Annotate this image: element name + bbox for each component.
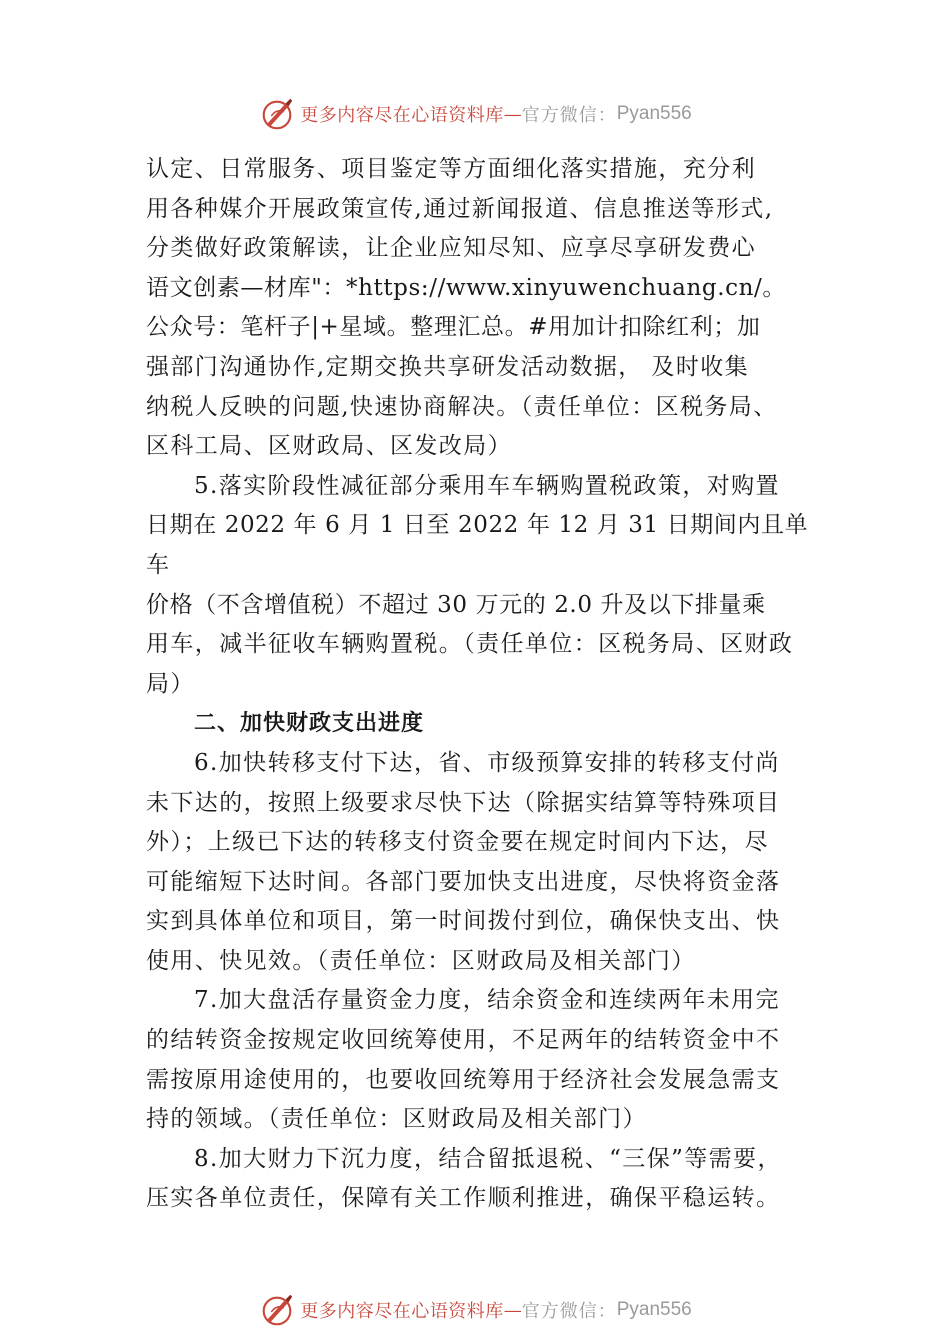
text-line: 强部门沟通协作,定期交换共享研发活动数据， 及时收集 [146,353,750,380]
text-line: 纳税人反映的问题,快速协商解决。（责任单位：区税务局、 [146,393,778,420]
text-line: 车 [146,551,171,578]
text-line: 语文创素—材库"：*https://www.xinyuwenchuang.cn/。 [146,274,786,301]
watermark-label: 官方微信： [521,1301,617,1322]
text-line: 区科工局、区财政局、区发改局） [146,433,512,460]
pen-logo-icon [258,1291,296,1329]
text-line: 5.落实阶段性减征部分乘用车车辆购置税政策，对购置 [194,472,780,499]
text-line: 局） [146,670,195,697]
section-heading: 二、加快财政支出进度 [194,711,425,737]
watermark-label: 官方微信： [521,105,617,126]
text-line: 用各种媒介开展政策宣传,通过新闻报道、信息推送等形式, [146,195,774,222]
text-line: 认定、日常服务、项目鉴定等方面细化落实措施，充分利 [146,156,756,182]
text-line: 使用、快见效。（责任单位：区财政局及相关部门） [146,947,696,974]
document-body [146,150,826,1219]
watermark-brand: 更多内容尽在心语资料库 [300,105,504,126]
watermark-brand: 更多内容尽在心语资料库 [300,1301,504,1322]
watermark-id: Pyan556 [616,103,692,124]
text-line: 可能缩短下达时间。各部门要加快支出进度，尽快将资金落 [146,868,781,895]
text-line: 日期在 2022 年 6 月 1 日至 2022 年 12 月 31 日期间内且单 [146,512,809,539]
text-line: 持的领域。（责任单位：区财政局及相关部门） [146,1106,647,1133]
text-line: 压实各单位责任，保障有关工作顺利推进，确保平稳运转。 [146,1185,781,1212]
text-line: 价格（不含增值税）不超过 30 万元的 2.0 升及以下排量乘 [146,591,766,618]
text-line: 外）；上级已下达的转移支付资金要在规定时间内下达，尽 [146,829,769,856]
watermark-separator: — [503,103,522,125]
text-line: 6.加快转移支付下达，省、市级预算安排的转移支付尚 [194,749,780,776]
text-line: 公众号：笔杆子|+星域。整理汇总。#用加计扣除红利；加 [146,314,761,341]
text-line: 7.加大盘活存量资金力度，结余资金和连续两年未用完 [194,987,780,1014]
text-line: 需按原用途使用的，也要收回统筹用于经济社会发展急需支 [146,1066,781,1093]
watermark-header [0,94,950,134]
text-line: 的结转资金按规定收回统筹使用，不足两年的结转资金中不 [146,1027,781,1054]
pen-logo-icon [258,95,296,133]
watermark-id: Pyan556 [616,1299,692,1320]
watermark-footer [0,1290,950,1330]
text-line: 用车，减半征收车辆购置税。（责任单位：区税务局、区财政 [146,631,794,658]
text-line: 8.加大财力下沉力度，结合留抵退税、“三保”等需要， [194,1145,782,1172]
text-line: 分类做好政策解读，让企业应知尽知、应享尽享研发费心 [146,235,756,262]
text-line: 未下达的，按照上级要求尽快下达（除据实结算等特殊项目 [146,789,781,816]
text-line: 实到具体单位和项目，第一时间拨付到位，确保快支出、快 [146,908,781,935]
watermark-separator: — [503,1299,522,1321]
